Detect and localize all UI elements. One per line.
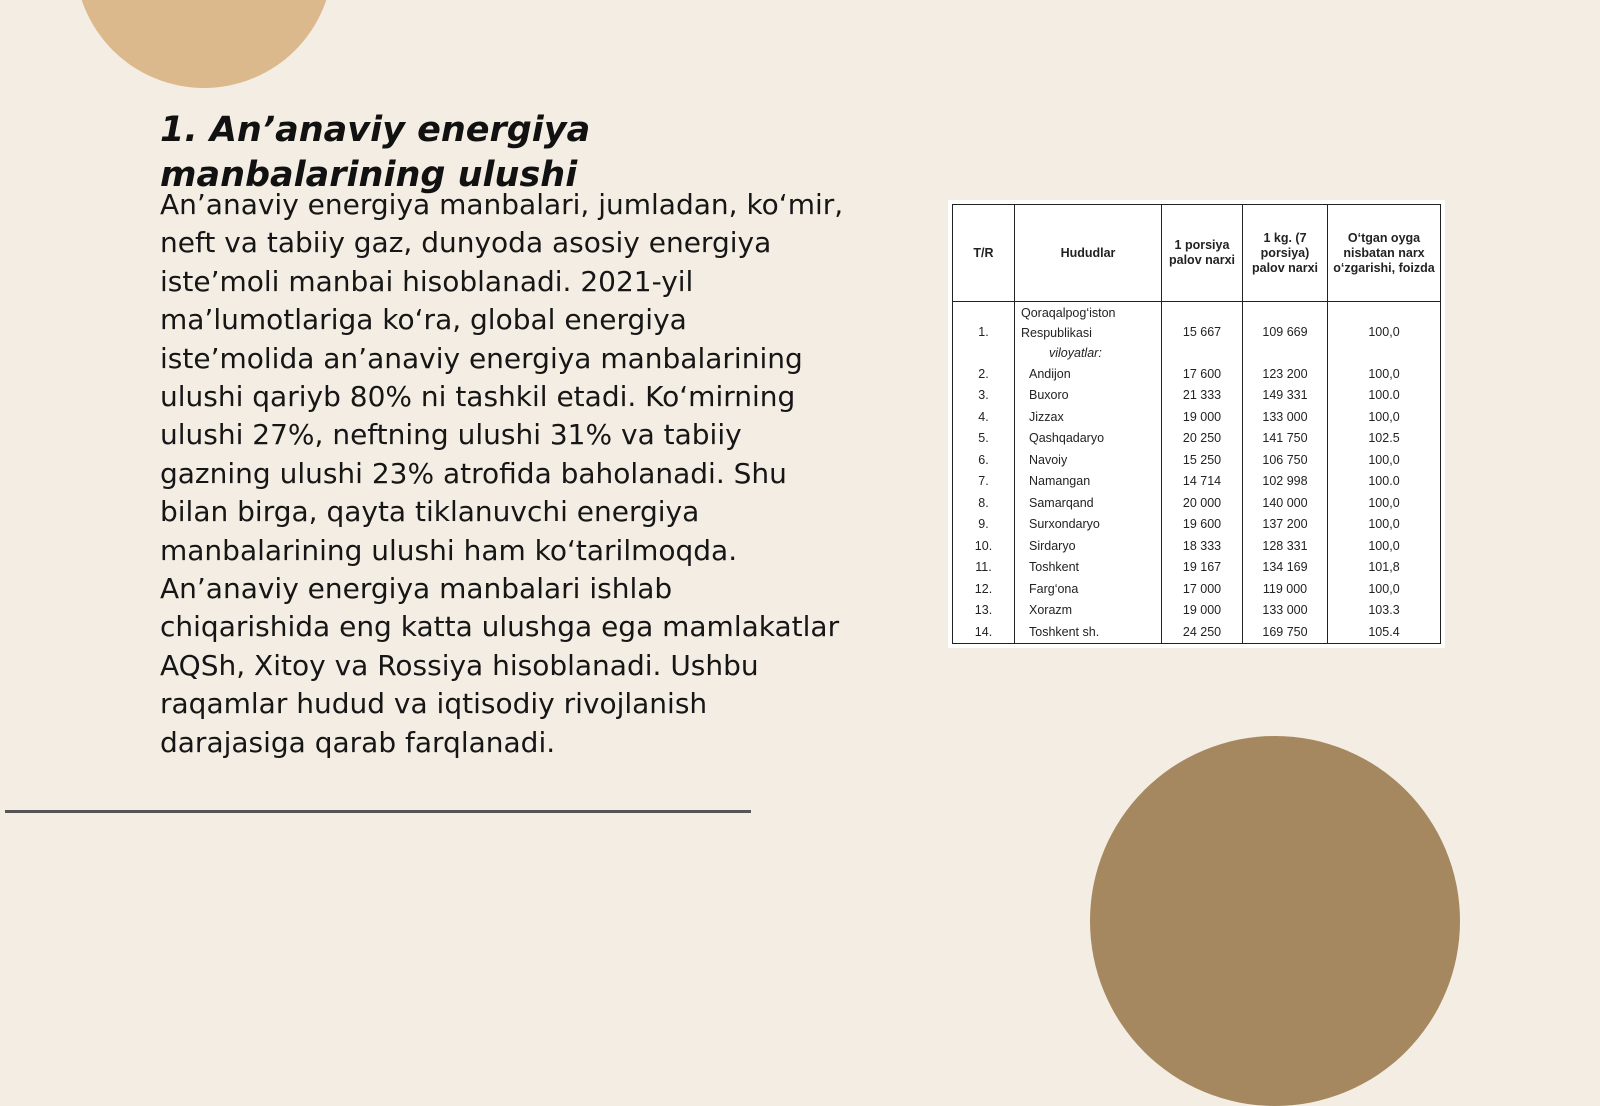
row-portion-price: 20 000: [1162, 492, 1243, 514]
table-row: [953, 621, 1441, 643]
table-row: [953, 406, 1441, 428]
table-row: [953, 363, 1441, 385]
row-portion-price: 20 250: [1162, 428, 1243, 450]
row-region: Sirdaryo: [1015, 535, 1162, 557]
row-portion-price: 17 600: [1162, 363, 1243, 385]
row-kg-price: 133 000: [1243, 406, 1328, 428]
row-kg-price: 169 750: [1243, 621, 1328, 643]
row-region: Farg‘ona: [1015, 578, 1162, 600]
header-kg-price: 1 kg. (7 porsiya) palov narxi: [1243, 205, 1328, 302]
row-number: 11.: [953, 557, 1015, 579]
row-portion-price: 14 714: [1162, 471, 1243, 493]
row-region: [1015, 302, 1162, 364]
row-region: Toshkent sh.: [1015, 621, 1162, 643]
row-number: 9.: [953, 514, 1015, 536]
header-portion-price: 1 porsiya palov narxi: [1162, 205, 1243, 302]
row-number: 14.: [953, 621, 1015, 643]
header-tr: T/R: [953, 205, 1015, 302]
row-region: Navoiy: [1015, 449, 1162, 471]
row-portion-price: 19 000: [1162, 406, 1243, 428]
row-kg-price: 109 669: [1243, 302, 1328, 364]
row-number: 3.: [953, 385, 1015, 407]
table-row: [953, 302, 1441, 364]
row-kg-price: 149 331: [1243, 385, 1328, 407]
row-kg-price: 119 000: [1243, 578, 1328, 600]
header-price-change: O‘tgan oyga nisbatan narx o‘zgarishi, foizda: [1328, 205, 1441, 302]
table-row: [953, 385, 1441, 407]
row-number: 13.: [953, 600, 1015, 622]
slide-body-text: An’anaviy energiya manbalari, jumladan, ko‘mir, neft va tabiiy gaz, dunyoda asosiy energiya iste’moli manbai hisoblanadi. 2021-yil ma’lumotlariga ko‘ra, global energiya iste’molida an’anaviy energiya manbalarining ulushi qariyb 80% ni tashkil etadi. Ko‘mirning ulushi 27%, neftning ulushi 31% va tabiiy gazning ulushi 23% atrofida baholanadi. Shu bilan birga, qayta tiklanuvchi energiya manbalarining ulushi ham ko‘tarilmoqda. An’anaviy energiya manbalari ishlab chiqarishida eng katta ulushga ega mamlakatlar AQSh, Xitoy va Rossiya hisoblanadi. Ushbu raqamlar hudud va iqtisodiy rivojlanish darajasiga qarab farqlanadi.: [160, 188, 844, 759]
row-portion-price: 17 000: [1162, 578, 1243, 600]
row-region: Xorazm: [1015, 600, 1162, 622]
row-region: Samarqand: [1015, 492, 1162, 514]
row-region: Buxoro: [1015, 385, 1162, 407]
row-portion-price: 19 600: [1162, 514, 1243, 536]
row-price-change: 100,0: [1328, 492, 1441, 514]
table-row: [953, 449, 1441, 471]
row-price-change: 100,0: [1328, 578, 1441, 600]
table-row: [953, 514, 1441, 536]
row-region: Toshkent: [1015, 557, 1162, 579]
decorative-circle-bottom: [1090, 736, 1460, 1106]
row-kg-price: 128 331: [1243, 535, 1328, 557]
header-region: Hududlar: [1015, 205, 1162, 302]
table-row: [953, 535, 1441, 557]
price-table-image: [948, 200, 1445, 648]
row-price-change: 100,0: [1328, 449, 1441, 471]
row-number: 4.: [953, 406, 1015, 428]
table-row: [953, 492, 1441, 514]
table-header-row: [953, 205, 1441, 302]
table-row: [953, 600, 1441, 622]
palov-price-table: [952, 204, 1441, 644]
row-number: 12.: [953, 578, 1015, 600]
row-price-change: 102.5: [1328, 428, 1441, 450]
row-region: Andijon: [1015, 363, 1162, 385]
row-price-change: 100.0: [1328, 471, 1441, 493]
divider-line: [5, 810, 751, 813]
decorative-circle-top: [75, 0, 333, 88]
row-portion-price: 24 250: [1162, 621, 1243, 643]
row-number: 1.: [953, 302, 1015, 364]
row-price-change: 100.0: [1328, 385, 1441, 407]
row-portion-price: 15 667: [1162, 302, 1243, 364]
table-row: [953, 578, 1441, 600]
row-price-change: 100,0: [1328, 302, 1441, 364]
slide-title: 1. An’anaviy energiya manbalarining ulushi: [160, 110, 591, 195]
row-price-change: 100,0: [1328, 406, 1441, 428]
row-region: Namangan: [1015, 471, 1162, 493]
row-number: 5.: [953, 428, 1015, 450]
row-kg-price: 133 000: [1243, 600, 1328, 622]
row-kg-price: 137 200: [1243, 514, 1328, 536]
row-number: 10.: [953, 535, 1015, 557]
row-price-change: 105.4: [1328, 621, 1441, 643]
row-price-change: 101,8: [1328, 557, 1441, 579]
row-price-change: 100,0: [1328, 535, 1441, 557]
row-region: Jizzax: [1015, 406, 1162, 428]
row-price-change: 103.3: [1328, 600, 1441, 622]
table-row: [953, 557, 1441, 579]
row-kg-price: 134 169: [1243, 557, 1328, 579]
row-number: 8.: [953, 492, 1015, 514]
row-kg-price: 102 998: [1243, 471, 1328, 493]
row-portion-price: 19 000: [1162, 600, 1243, 622]
region-name-line2: Respublikasi: [1021, 325, 1092, 340]
region-subheading: viloyatlar:: [1049, 345, 1102, 360]
table-row: [953, 471, 1441, 493]
row-kg-price: 141 750: [1243, 428, 1328, 450]
row-region: Qashqadaryo: [1015, 428, 1162, 450]
row-price-change: 100,0: [1328, 363, 1441, 385]
row-price-change: 100,0: [1328, 514, 1441, 536]
row-number: 6.: [953, 449, 1015, 471]
row-portion-price: 21 333: [1162, 385, 1243, 407]
row-portion-price: 18 333: [1162, 535, 1243, 557]
row-region: Surxondaryo: [1015, 514, 1162, 536]
row-number: 2.: [953, 363, 1015, 385]
row-portion-price: 15 250: [1162, 449, 1243, 471]
table-row: [953, 428, 1441, 450]
region-name-line1: Qoraqalpog‘iston: [1021, 305, 1116, 320]
row-kg-price: 106 750: [1243, 449, 1328, 471]
row-number: 7.: [953, 471, 1015, 493]
row-kg-price: 123 200: [1243, 363, 1328, 385]
row-kg-price: 140 000: [1243, 492, 1328, 514]
row-portion-price: 19 167: [1162, 557, 1243, 579]
